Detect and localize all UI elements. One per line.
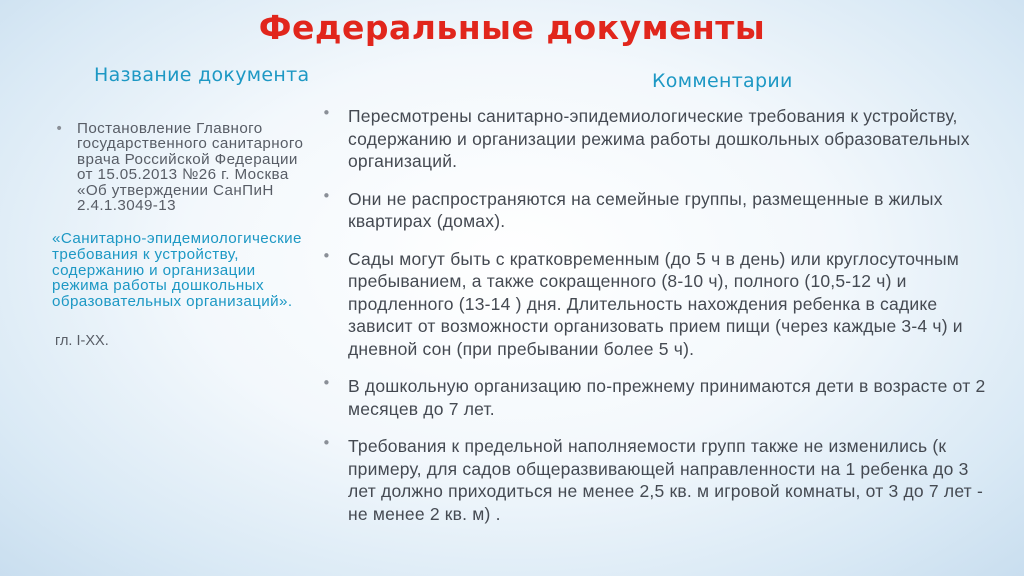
bullet-icon: • xyxy=(322,434,331,452)
comment-item xyxy=(320,375,992,420)
comment-item xyxy=(320,248,992,361)
comment-item xyxy=(320,435,992,525)
document-title: Постановление Главного государственного санитарного врача Российской Федерации от 15.05.2013 №26 г. Москва «Об утверждении СанПиН 2.4.1.3049-13 xyxy=(77,120,304,215)
bullet-icon: • xyxy=(55,121,64,137)
document-column xyxy=(52,121,312,349)
comment-text: Требования к предельной наполняемости групп также не изменились (к примеру, для садов общеразвивающей направленности на 1 ребенка до 3 лет должно приходиться не менее 2,5 кв. м игровой комнаты, от 3 до 7 лет - не менее 2 кв. м) . xyxy=(348,436,983,524)
bullet-icon: • xyxy=(322,104,331,122)
comments-list xyxy=(320,105,992,540)
comment-text: В дошкольную организацию по-прежнему принимаются дети в возрасте от 2 месяцев до 7 лет. xyxy=(348,376,986,419)
document-chapters: гл. I-XX. xyxy=(55,333,109,350)
bullet-icon: • xyxy=(322,246,331,265)
page-title: Федеральные документы xyxy=(258,8,766,47)
bullet-icon: • xyxy=(322,186,331,205)
document-name-header: Название документа xyxy=(94,64,310,86)
document-bullet-item xyxy=(52,121,312,213)
bullet-icon: • xyxy=(322,374,331,392)
document-quote: «Санитарно-эпидемиологические требования к устройству, содержанию и организации режима работы дошкольных образовательных организаций». xyxy=(52,230,302,310)
comment-text: Сады могут быть с кратковременным (до 5 ч в день) или круглосуточным пребыванием, а также сокращенного (8-10 ч), полного (10,5-12 ч) и продленного (13-14 ) дня. Длительность нахождения ребенка в садике зависит от возможности организовать прием пищи (через каждые 3-4 ч) и дневной сон (при пребывании более 5 ч). xyxy=(348,248,963,359)
comments-header: Комментарии xyxy=(652,70,793,92)
comment-text: Они не распространяются на семейные группы, размещенные в жилых квартирах (домах). xyxy=(348,188,943,231)
comment-text: Пересмотрены санитарно-эпидемиологические требования к устройству, содержанию и организации режима работы дошкольных образовательных организаций. xyxy=(348,106,970,171)
comment-item xyxy=(320,188,992,233)
comment-item xyxy=(320,105,992,173)
